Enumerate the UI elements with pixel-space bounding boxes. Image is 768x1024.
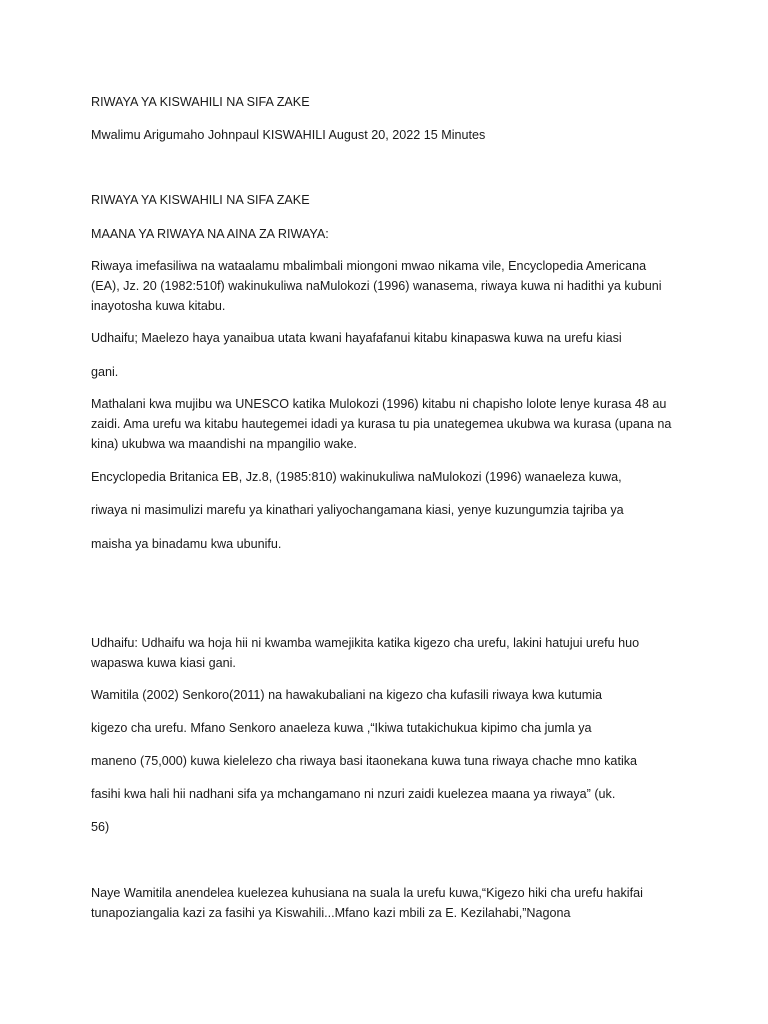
- paragraph-line: riwaya ni masimulizi marefu ya kinathari yaliyochangamana kiasi, yenye kuzungumzia tajriba ya: [91, 503, 624, 517]
- paragraph-line: Riwaya imefasiliwa na wataalamu mbalimbali miongoni mwao nikama vile, Encyclopedia Americana: [91, 259, 647, 273]
- paragraph-line: zaidi. Ama urefu wa kitabu hautegemei idadi ya kurasa tu pia unategemea ukubwa wa kurasa (upana na: [91, 417, 672, 431]
- paragraph-line: maneno (75,000) kuwa kielelezo cha riwaya basi itaonekana kuwa tuna riwaya chache mno katika: [91, 754, 638, 768]
- paragraph-line: Udhaifu: Udhaifu wa hoja hii ni kwamba wamejikita katika kigezo cha urefu, lakini hatujui urefu huo: [91, 636, 640, 650]
- paragraph-line: maisha ya binadamu kwa ubunifu.: [91, 537, 282, 551]
- paragraph-line: gani.: [91, 365, 119, 379]
- paragraph-line: (EA), Jz. 20 (1982:510f) wakinukuliwa naMulokozi (1996) wanasema, riwaya kuwa ni hadithi ya kubuni: [91, 279, 662, 293]
- paragraph-line: Mathalani kwa mujibu wa UNESCO katika Mulokozi (1996) kitabu ni chapisho lolote lenye kurasa 48 au: [91, 397, 667, 411]
- paragraph-line: Naye Wamitila anendelea kuelezea kuhusiana na suala la urefu kuwa,“Kigezo hiki cha urefu hakifai: [91, 886, 643, 900]
- subheading: MAANA YA RIWAYA NA AINA ZA RIWAYA:: [91, 227, 329, 241]
- paragraph-line: inayotosha kuwa kitabu.: [91, 299, 226, 313]
- paragraph-line: kigezo cha urefu. Mfano Senkoro anaeleza kuwa ,“Ikiwa tutakichukua kipimo cha jumla ya: [91, 721, 592, 735]
- document-title: RIWAYA YA KISWAHILI NA SIFA ZAKE: [91, 95, 310, 109]
- section-heading: RIWAYA YA KISWAHILI NA SIFA ZAKE: [91, 193, 310, 207]
- paragraph-line: wapaswa kuwa kiasi gani.: [91, 656, 236, 670]
- paragraph-line: tunapoziangalia kazi za fasihi ya Kiswahili...Mfano kazi mbili za E. Kezilahabi,”Nagona: [91, 906, 571, 920]
- paragraph-line: fasihi kwa hali hii nadhani sifa ya mchangamano ni nzuri zaidi kuelezea maana ya riwaya” (uk.: [91, 787, 616, 801]
- paragraph-line: kina) ukubwa wa maandishi na mpangilio wake.: [91, 437, 358, 451]
- document-byline: Mwalimu Arigumaho Johnpaul KISWAHILI August 20, 2022 15 Minutes: [91, 128, 486, 142]
- paragraph-line: Encyclopedia Britanica EB, Jz.8, (1985:810) wakinukuliwa naMulokozi (1996) wanaeleza kuwa,: [91, 470, 622, 484]
- paragraph-line: 56): [91, 820, 110, 834]
- paragraph-line: Wamitila (2002) Senkoro(2011) na hawakubaliani na kigezo cha kufasili riwaya kwa kutumia: [91, 688, 602, 702]
- paragraph-line: Udhaifu; Maelezo haya yanaibua utata kwani hayafafanui kitabu kinapaswa kuwa na urefu kiasi: [91, 331, 622, 345]
